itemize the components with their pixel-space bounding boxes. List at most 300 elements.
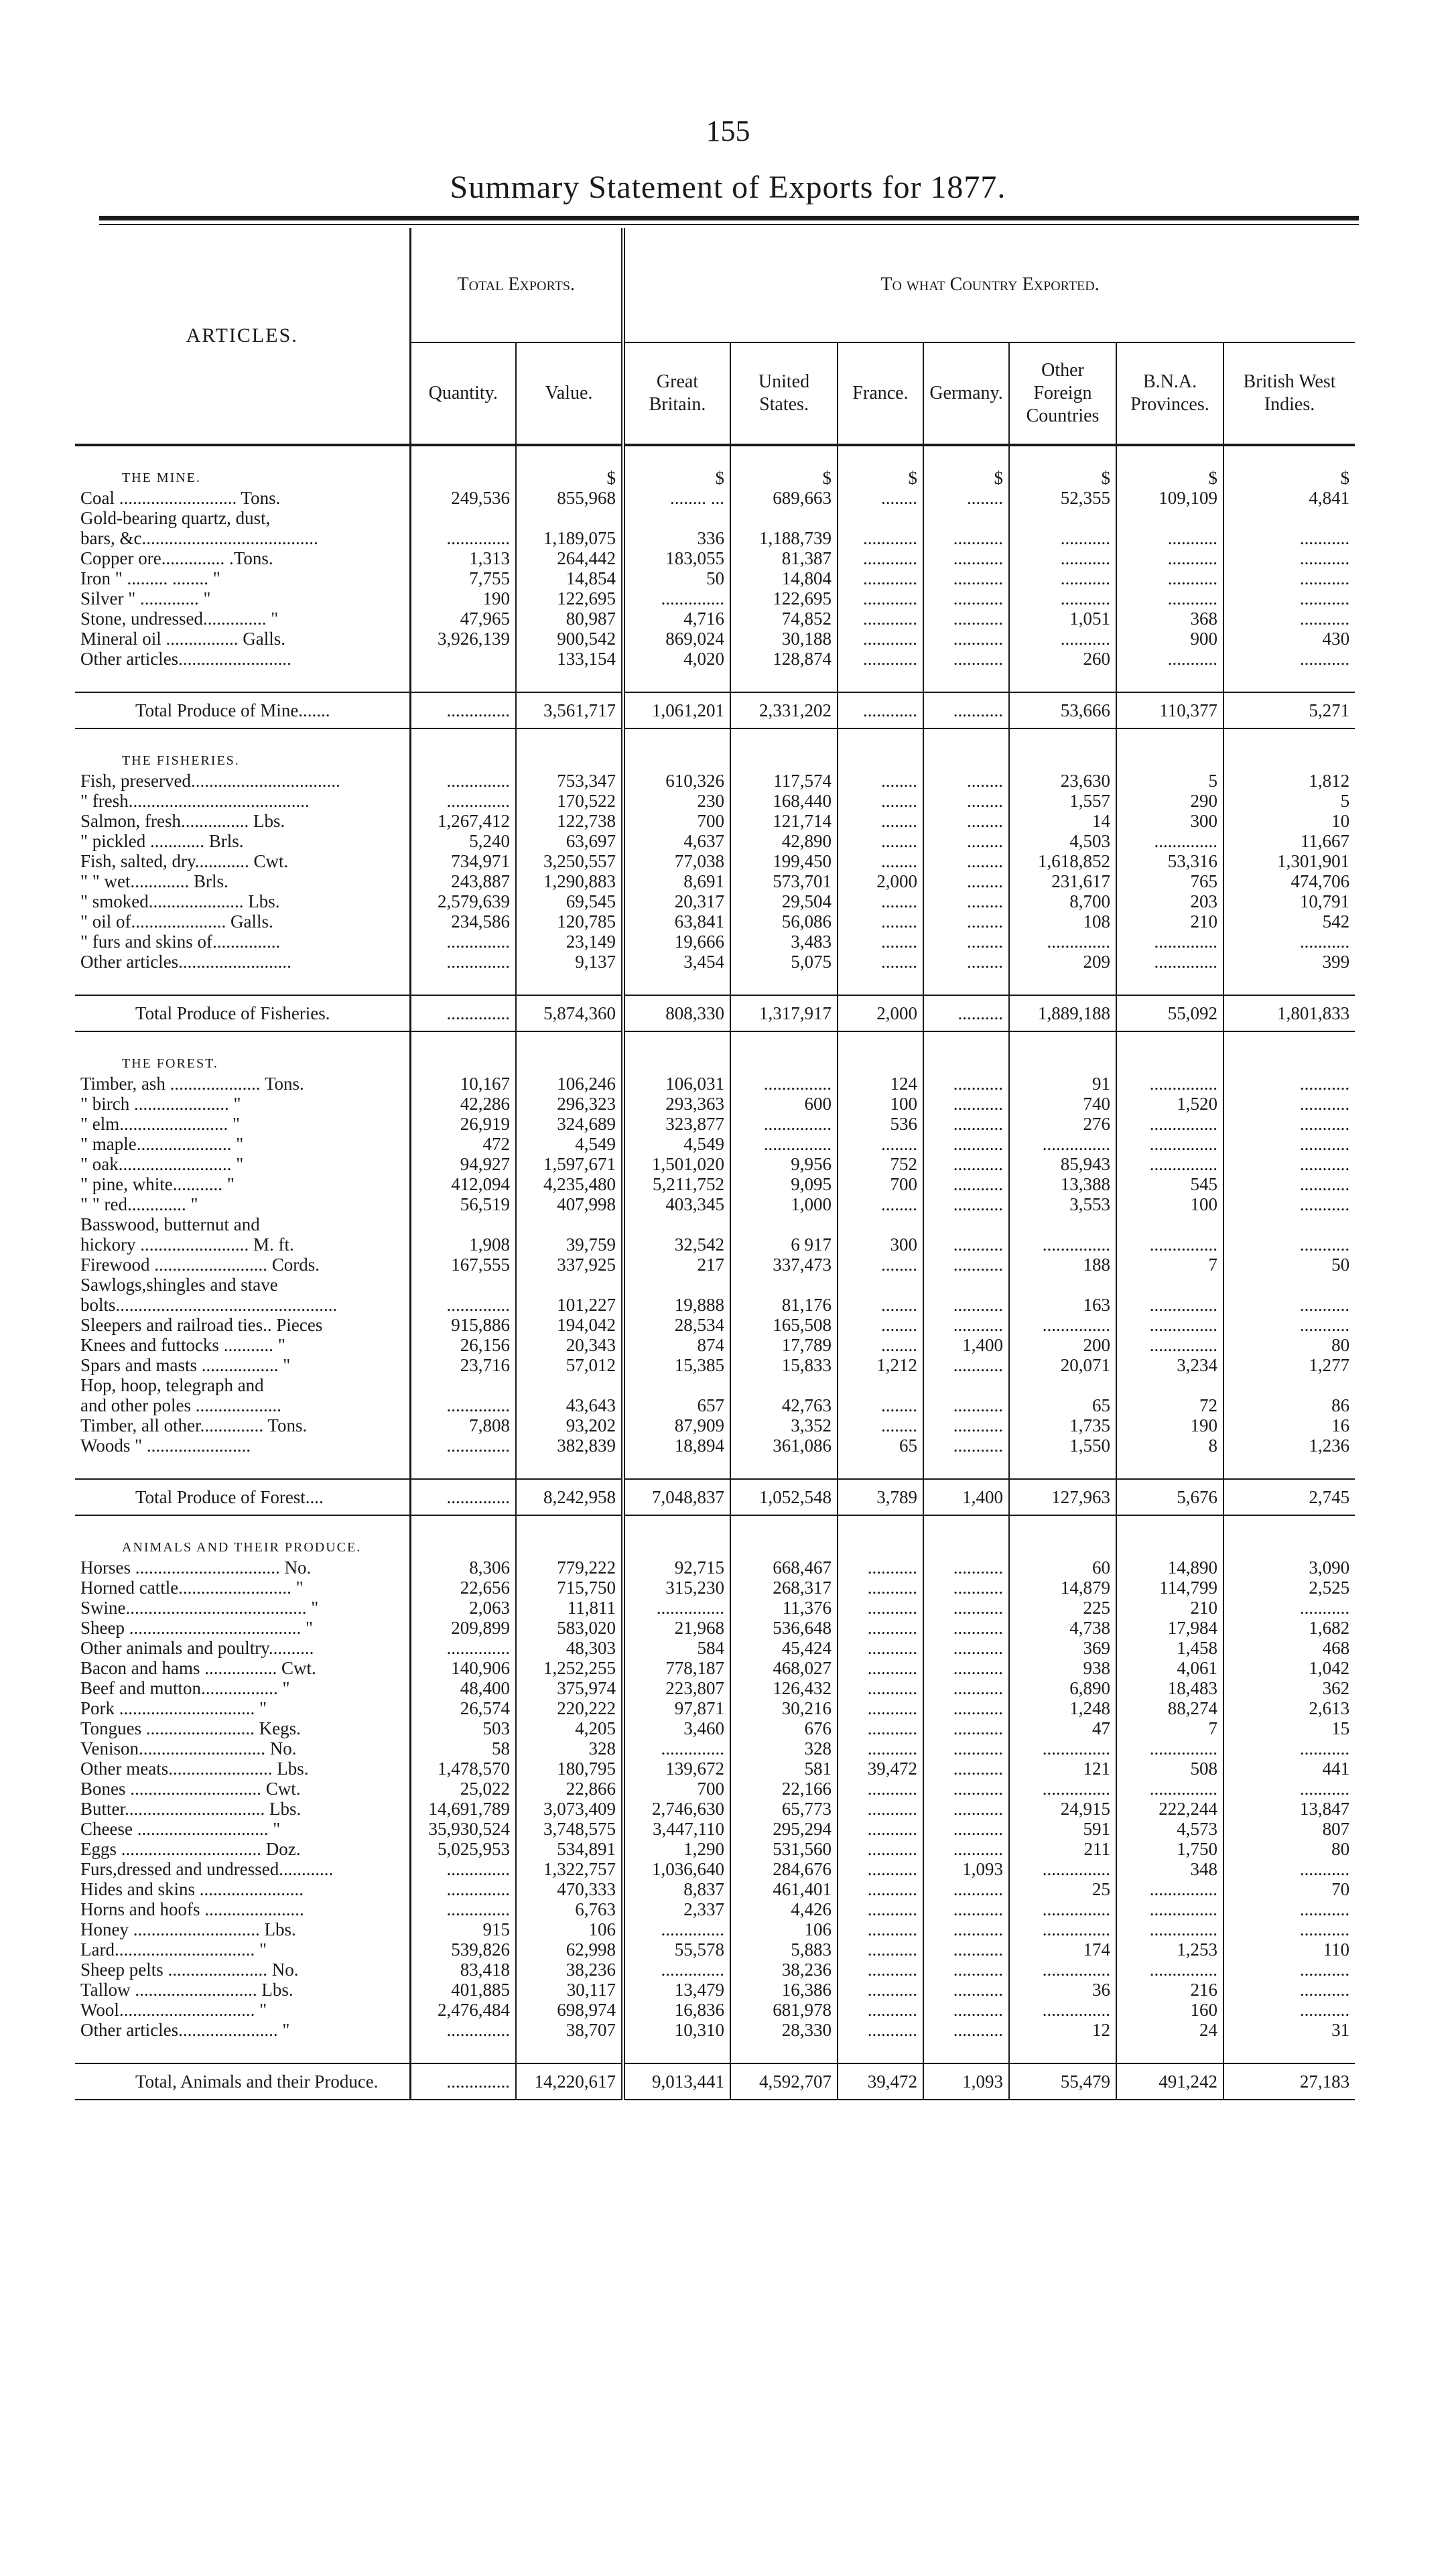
value-cell: 4,573 (1116, 1819, 1223, 1839)
value-cell: 362 (1322, 1678, 1350, 1698)
value-cell: 284,676 (730, 1859, 838, 1879)
value-cell: 122,738 (516, 811, 623, 831)
value-cell: 3,250,557 (516, 851, 623, 871)
value-cell: 3,748,575 (516, 1819, 623, 1839)
value-cell: ........ (838, 1134, 923, 1154)
value-cell: 336 (623, 528, 730, 548)
value-cell: ........... (923, 1618, 1009, 1638)
value-cell: ........... (1299, 1234, 1350, 1255)
value-cell: 39,472 (838, 1759, 923, 1779)
article-label: Bones ............................. Cwt. (75, 1779, 410, 1799)
value-cell: 55,578 (623, 1939, 730, 1960)
value-cell: 508 (1116, 1759, 1223, 1779)
value-cell: 1,277 (1309, 1355, 1350, 1375)
value-cell: ........ (838, 791, 923, 811)
value-cell: 31 (1331, 2020, 1350, 2040)
value-cell: .............. (410, 1859, 516, 1879)
currency-cell (623, 1031, 730, 1074)
table-row (75, 2000, 1355, 2020)
value-cell: 1,042 (1309, 1658, 1350, 1678)
value-cell (1009, 508, 1116, 528)
article-label: Tallow ........................... Lbs. (75, 1980, 410, 2000)
value-cell: 264,442 (516, 548, 623, 568)
value-cell: ........... (1116, 588, 1223, 609)
table-row (75, 1214, 1355, 1234)
value-cell: ........... (838, 1738, 923, 1759)
value-cell: ............... (623, 1598, 730, 1618)
currency-cell (1009, 1031, 1116, 1074)
table-row (75, 1718, 1355, 1738)
value-cell: 15 (1331, 1718, 1350, 1738)
value-cell: ........... (923, 1435, 1009, 1456)
value-cell: 9,956 (730, 1154, 838, 1174)
table-row (75, 1678, 1355, 1698)
value-cell: ............... (1116, 1154, 1223, 1174)
value-cell: ........... (923, 1980, 1009, 2000)
value-cell: ........... (923, 1174, 1009, 1194)
value-cell: ........... (923, 1718, 1009, 1738)
value-cell: ............... (1116, 1134, 1223, 1154)
value-cell: 468 (1322, 1638, 1350, 1658)
value-cell: 11,667 (1300, 831, 1350, 851)
value-cell: 121 (1009, 1759, 1116, 1779)
value-cell: ........... (923, 1255, 1009, 1275)
total-cell: 808,330 (623, 995, 730, 1031)
value-cell: 69,545 (516, 891, 623, 911)
value-cell: 260 (1009, 649, 1116, 669)
value-cell: 1,290,883 (516, 871, 623, 891)
value-cell: ........... (923, 1779, 1009, 1799)
value-cell: 1,189,075 (516, 528, 623, 548)
value-cell: 3,090 (1309, 1557, 1350, 1578)
value-cell: .............. (410, 952, 516, 972)
total-cell: .............. (410, 995, 516, 1031)
value-cell: ........... (923, 568, 1009, 588)
to-what-country-header: To what Country Exported. (623, 228, 1355, 342)
value-cell: ............... (1116, 1899, 1223, 1919)
total-cell: 491,242 (1116, 2063, 1223, 2100)
value-cell: 2,476,484 (410, 2000, 516, 2020)
table-row (75, 1435, 1355, 1456)
section-header-row (75, 445, 1355, 488)
article-label: Honey ............................ Lbs. (75, 1919, 410, 1939)
table-row (75, 1275, 1355, 1295)
value-cell: 1,735 (1009, 1415, 1116, 1435)
total-row (75, 995, 1355, 1031)
article-label: Hides and skins ....................... (75, 1879, 410, 1899)
article-label: Swine........................................ " (75, 1598, 410, 1618)
spacer-row (75, 972, 1355, 995)
value-cell: ........... (838, 1879, 923, 1899)
table-row (75, 1939, 1355, 1960)
value-cell: .............. (410, 771, 516, 791)
article-label: Copper ore.............. .Tons. (75, 548, 410, 568)
currency-cell (516, 1031, 623, 1074)
value-cell: 20,071 (1009, 1355, 1116, 1375)
value-cell: 52,355 (1009, 488, 1116, 508)
value-cell: ........... (838, 1779, 923, 1799)
value-cell: 401,885 (410, 1980, 516, 2000)
value-cell: 5 (1116, 771, 1223, 791)
value-cell: 30,188 (730, 629, 838, 649)
total-cell: 1,801,833 (1223, 995, 1355, 1031)
value-cell: ........... (1009, 568, 1116, 588)
value-cell: 30,216 (730, 1698, 838, 1718)
value-cell: 337,473 (730, 1255, 838, 1275)
value-cell: 65 (1009, 1395, 1116, 1415)
value-cell: 4,716 (623, 609, 730, 629)
table-row (75, 1738, 1355, 1759)
table-row (75, 1134, 1355, 1154)
section-title: ANIMALS AND THEIR PRODUCE. (75, 1515, 410, 1557)
table-row (75, 1859, 1355, 1879)
value-cell: 2,746,630 (623, 1799, 730, 1819)
value-cell: 1,036,640 (623, 1859, 730, 1879)
spacer-cell (730, 2040, 838, 2063)
value-cell: 122,695 (516, 588, 623, 609)
value-cell: 106 (730, 1919, 838, 1939)
value-cell: 16,836 (623, 2000, 730, 2020)
value-cell: ........ (838, 1255, 923, 1275)
value-cell: 10,310 (623, 2020, 730, 2040)
value-cell: ........ (923, 851, 1009, 871)
spacer-row (75, 2040, 1355, 2063)
value-cell: .............. (410, 1638, 516, 1658)
value-cell (1009, 1214, 1116, 1234)
value-cell: .............. (623, 1738, 730, 1759)
currency-cell (923, 1515, 1009, 1557)
value-cell: ........... (1009, 548, 1116, 568)
value-cell: 65 (838, 1435, 923, 1456)
value-cell: 39,759 (516, 1234, 623, 1255)
value-cell: 900,542 (516, 629, 623, 649)
value-cell: .............. (623, 588, 730, 609)
value-cell: 194,042 (516, 1315, 623, 1335)
value-cell: ............ (838, 609, 923, 629)
value-cell: ........ (838, 811, 923, 831)
value-cell: 210 (1116, 1598, 1223, 1618)
table-row (75, 1074, 1355, 1094)
article-label: hickory ........................ M. ft. (75, 1234, 410, 1255)
spacer-cell (1116, 1456, 1223, 1479)
article-label: bolts................................................. (75, 1295, 410, 1315)
total-cell: 127,963 (1009, 1479, 1116, 1515)
total-cell: 55,479 (1009, 2063, 1116, 2100)
table-row (75, 1919, 1355, 1939)
total-cell: 1,889,188 (1009, 995, 1116, 1031)
value-cell (1223, 1375, 1355, 1395)
spacer-cell (75, 972, 410, 995)
total-cell: .......... (923, 995, 1009, 1031)
value-cell (730, 508, 838, 528)
value-cell: ........... (923, 1234, 1009, 1255)
value-cell: ........... (1299, 568, 1350, 588)
value-cell: 42,286 (410, 1094, 516, 1114)
value-cell: 20,317 (623, 891, 730, 911)
currency-cell (516, 728, 623, 771)
value-cell: 3,454 (623, 952, 730, 972)
value-cell: 8,700 (1009, 891, 1116, 911)
value-cell: 106 (516, 1919, 623, 1939)
article-label: bars, &c....................................... (75, 528, 410, 548)
value-cell: ........ (838, 952, 923, 972)
value-cell: 328 (516, 1738, 623, 1759)
article-label: " elm........................ " (75, 1114, 410, 1134)
value-cell: ........... (923, 1134, 1009, 1154)
value-cell: 25,022 (410, 1779, 516, 1799)
value-cell: 26,919 (410, 1114, 516, 1134)
value-cell: 7 (1116, 1255, 1223, 1275)
table-row (75, 1839, 1355, 1859)
value-cell: 211 (1009, 1839, 1116, 1859)
article-label: and other poles ................... (75, 1395, 410, 1415)
value-cell: 2,063 (410, 1598, 516, 1618)
value-cell: 4,637 (623, 831, 730, 851)
spacer-cell (1223, 669, 1355, 692)
value-cell: 328 (730, 1738, 838, 1759)
value-cell: 92,715 (623, 1557, 730, 1578)
value-cell: 26,574 (410, 1698, 516, 1718)
value-cell: 584 (623, 1638, 730, 1658)
value-cell (923, 508, 1009, 528)
article-label: " smoked..................... Lbs. (75, 891, 410, 911)
value-cell: ........... (923, 629, 1009, 649)
value-cell: 369 (1009, 1638, 1116, 1658)
value-cell: 581 (730, 1759, 838, 1779)
value-cell: ........... (923, 1919, 1009, 1939)
article-label: Cheese ............................. " (75, 1819, 410, 1839)
value-cell: 765 (1116, 871, 1223, 891)
value-cell: 900 (1116, 629, 1223, 649)
value-cell: 50 (1331, 1255, 1350, 1275)
value-cell: 222,244 (1116, 1799, 1223, 1819)
value-cell: ........... (923, 1759, 1009, 1779)
value-cell (1116, 1375, 1223, 1395)
total-cell: 55,092 (1116, 995, 1223, 1031)
value-cell: 610,326 (623, 771, 730, 791)
value-cell: ........... (838, 1578, 923, 1598)
value-cell: 190 (1116, 1415, 1223, 1435)
spacer-cell (1116, 2040, 1223, 2063)
title-rule-thick (99, 216, 1359, 220)
value-cell: ........... (1299, 1960, 1350, 1980)
value-cell: 10,167 (410, 1074, 516, 1094)
value-cell: 81,176 (730, 1295, 838, 1315)
article-label: " oil of..................... Galls. (75, 911, 410, 932)
spacer-cell (730, 972, 838, 995)
article-label: Wool.............................. " (75, 2000, 410, 2020)
value-cell: 1,400 (923, 1335, 1009, 1355)
value-cell: 70 (1331, 1879, 1350, 1899)
value-cell: 13,479 (623, 1980, 730, 2000)
value-cell: ........... (1299, 1114, 1350, 1134)
total-cell: 3,561,717 (516, 692, 623, 728)
value-cell (410, 1275, 516, 1295)
value-cell: 21,968 (623, 1618, 730, 1638)
total-cell: 1,093 (923, 2063, 1009, 2100)
value-cell: .............. (1009, 932, 1116, 952)
article-label: " " red............. " (75, 1194, 410, 1214)
value-cell: 534,891 (516, 1839, 623, 1859)
value-cell: .............. (410, 528, 516, 548)
table-row (75, 1375, 1355, 1395)
value-cell: 1,313 (410, 548, 516, 568)
value-cell: 56,086 (730, 911, 838, 932)
value-cell: .............. (623, 1919, 730, 1939)
currency-cell: $ (1009, 445, 1116, 488)
total-cell: 1,052,548 (730, 1479, 838, 1515)
total-cell: 9,013,441 (623, 2063, 730, 2100)
value-cell: 874 (623, 1335, 730, 1355)
value-cell: 3,553 (1009, 1194, 1116, 1214)
value-cell: 216 (1116, 1980, 1223, 2000)
value-cell: 11,811 (516, 1598, 623, 1618)
table-row (75, 1194, 1355, 1214)
total-cell: 27,183 (1223, 2063, 1355, 2100)
value-cell: 199,450 (730, 851, 838, 871)
value-cell (410, 1214, 516, 1234)
exports-table (75, 228, 1355, 2100)
table-row (75, 871, 1355, 891)
value-cell: 87,909 (623, 1415, 730, 1435)
article-label: Horses ................................ No. (75, 1557, 410, 1578)
value-cell: 461,401 (730, 1879, 838, 1899)
column-header-germany: Germany. (923, 342, 1009, 445)
article-label: Other animals and poultry.......... (75, 1638, 410, 1658)
value-cell: ............... (1116, 1919, 1223, 1939)
value-cell: ............... (1116, 1738, 1223, 1759)
value-cell: ........ (923, 911, 1009, 932)
value-cell: 209,899 (410, 1618, 516, 1638)
value-cell: ............... (1009, 1315, 1116, 1335)
value-cell: ........... (838, 1919, 923, 1939)
value-cell: ........ (838, 488, 923, 508)
value-cell: ........... (923, 1598, 1009, 1618)
currency-cell (1223, 1031, 1355, 1074)
article-label: Spars and masts ................. " (75, 1355, 410, 1375)
value-cell: 276 (1009, 1114, 1116, 1134)
value-cell (410, 1375, 516, 1395)
value-cell: 734,971 (410, 851, 516, 871)
value-cell: 63,697 (516, 831, 623, 851)
value-cell: 2,337 (623, 1899, 730, 1919)
value-cell: 170,522 (516, 791, 623, 811)
section-title: THE FISHERIES. (75, 728, 410, 771)
value-cell: 382,839 (516, 1435, 623, 1456)
value-cell: 8,691 (623, 871, 730, 891)
article-label: Other articles......................... (75, 952, 410, 972)
value-cell: ........... (923, 1395, 1009, 1415)
spacer-cell (923, 669, 1009, 692)
article-label: Stone, undressed.............. " (75, 609, 410, 629)
value-cell: .............. (1116, 831, 1223, 851)
total-cell: 53,666 (1009, 692, 1116, 728)
value-cell: 106,246 (516, 1074, 623, 1094)
value-cell: 180,795 (516, 1759, 623, 1779)
value-cell: 80,987 (516, 609, 623, 629)
value-cell: .............. (410, 1295, 516, 1315)
total-label: Total Produce of Mine....... (75, 692, 410, 728)
value-cell (410, 649, 516, 669)
value-cell: ........... (1116, 528, 1223, 548)
value-cell: 3,073,409 (516, 1799, 623, 1819)
value-cell: 468,027 (730, 1658, 838, 1678)
value-cell: 139,672 (623, 1759, 730, 1779)
value-cell: ........ (923, 488, 1009, 508)
table-row (75, 1960, 1355, 1980)
value-cell: ........... (923, 1899, 1009, 1919)
value-cell: ........ (838, 1335, 923, 1355)
currency-cell (838, 1031, 923, 1074)
value-cell: 1,212 (838, 1355, 923, 1375)
spacer-cell (1009, 1456, 1116, 1479)
total-cell: 2,000 (838, 995, 923, 1031)
value-cell: ........... (923, 588, 1009, 609)
value-cell: ............ (838, 568, 923, 588)
value-cell (838, 1214, 923, 1234)
value-cell: 9,137 (516, 952, 623, 972)
spacer-cell (1009, 2040, 1116, 2063)
value-cell: 47 (1009, 1718, 1116, 1738)
value-cell: 38,707 (516, 2020, 623, 2040)
value-cell: 2,579,639 (410, 891, 516, 911)
value-cell (516, 1275, 623, 1295)
value-cell: 58 (410, 1738, 516, 1759)
value-cell: 1,000 (730, 1194, 838, 1214)
value-cell (623, 508, 730, 528)
value-cell: 5,025,953 (410, 1839, 516, 1859)
value-cell: 539,826 (410, 1939, 516, 1960)
value-cell: ........... (838, 1939, 923, 1960)
table-row (75, 932, 1355, 952)
value-cell: ........... (838, 1658, 923, 1678)
value-cell: .............. (1116, 952, 1223, 972)
total-cell: 2,745 (1223, 1479, 1355, 1515)
value-cell: ........... (923, 1295, 1009, 1315)
value-cell: .............. (410, 1395, 516, 1415)
spacer-cell (838, 669, 923, 692)
value-cell: 1,682 (1309, 1618, 1350, 1638)
table-row (75, 1879, 1355, 1899)
currency-cell (730, 1515, 838, 1557)
value-cell: 126,432 (730, 1678, 838, 1698)
value-cell: 28,330 (730, 2020, 838, 2040)
value-cell: 22,166 (730, 1779, 838, 1799)
value-cell: 200 (1009, 1335, 1116, 1355)
value-cell: .............. (410, 1879, 516, 1899)
value-cell: ........... (923, 1415, 1009, 1435)
value-cell: 50 (623, 568, 730, 588)
value-cell: ........... (838, 1598, 923, 1618)
value-cell: ........... (1116, 548, 1223, 568)
value-cell: 57,012 (516, 1355, 623, 1375)
value-cell: 167,555 (410, 1255, 516, 1275)
value-cell: 1,550 (1009, 1435, 1116, 1456)
value-cell: ............... (730, 1134, 838, 1154)
value-cell: 778,187 (623, 1658, 730, 1678)
value-cell: 48,303 (516, 1638, 623, 1658)
value-cell: 536,648 (730, 1618, 838, 1638)
value-cell: 217 (623, 1255, 730, 1275)
value-cell (1116, 1275, 1223, 1295)
value-cell: 4,205 (516, 1718, 623, 1738)
value-cell: ............... (1116, 1074, 1223, 1094)
article-label: Bacon and hams ................ Cwt. (75, 1658, 410, 1678)
spacer-cell (923, 1456, 1009, 1479)
article-label: Salmon, fresh............... Lbs. (75, 811, 410, 831)
value-cell: ............... (730, 1114, 838, 1134)
value-cell: ........... (923, 2000, 1009, 2020)
